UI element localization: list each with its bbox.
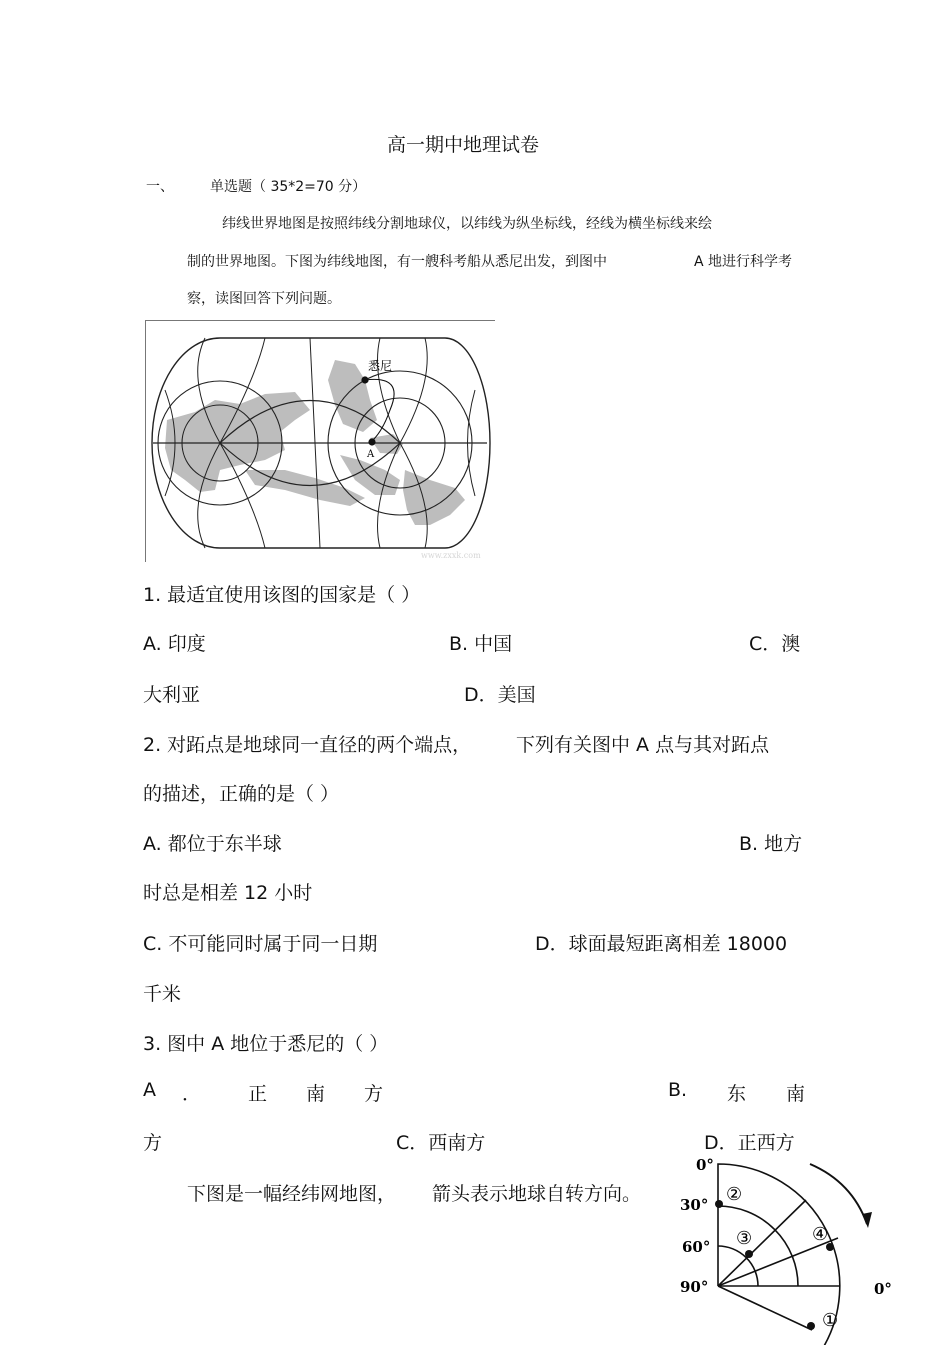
question-1-option-b: B. 中国 <box>449 633 513 655</box>
lat-label-90: 90° <box>680 1278 709 1296</box>
question-2-stem-b: 下列有关图中 A 点与其对跖点 <box>516 734 770 756</box>
question-3-option-a-char3: 方 <box>364 1083 384 1105</box>
question-2-option-d: D．球面最短距离相差 18000 <box>535 933 788 955</box>
question-3-option-a-char1: 正 <box>248 1083 268 1105</box>
question-3-option-d: D．正西方 <box>704 1132 795 1154</box>
question-2-option-a: A. 都位于东半球 <box>143 833 282 855</box>
question-3-option-a-dot: ． <box>182 1083 202 1105</box>
question-3-option-c: C．西南方 <box>396 1132 486 1154</box>
polar-graticule-map <box>672 1152 912 1345</box>
question-2-stem-c: 的描述，正确的是（ ） <box>143 783 340 805</box>
question-1-option-d: D．美国 <box>464 684 536 706</box>
lon-label-0: 0° <box>874 1280 892 1298</box>
sydney-label: 悉尼 <box>368 359 393 373</box>
question-3-stem: 3. 图中 A 地位于悉尼的（ ） <box>143 1033 389 1055</box>
question-3-option-a-char2: 南 <box>306 1083 326 1105</box>
question-1-stem: 1. 最适宜使用该图的国家是（ ） <box>143 584 421 606</box>
page-title: 高一期中地理试卷 <box>387 134 540 156</box>
question-2-option-b: B. 地方 <box>739 833 803 855</box>
lat-label-0: 0° <box>696 1156 714 1174</box>
question-2-option-b-cont: 时总是相差 12 小时 <box>143 882 313 904</box>
intro-line-2a: 制的世界地图。下图为纬线地图，有一艘科考船从悉尼出发，到图中 <box>187 254 607 270</box>
question-3-option-b-char2: 南 <box>786 1083 806 1105</box>
question-2-stem-a: 2. 对跖点是地球同一直径的两个端点， <box>143 734 472 756</box>
question-1-option-c: C．澳 <box>749 633 801 655</box>
question-1-option-a: A. 印度 <box>143 633 206 655</box>
question-1-option-c-cont: 大利亚 <box>143 684 201 706</box>
point-3-label: ③ <box>736 1228 753 1249</box>
section-number: 一、 <box>146 179 174 195</box>
point-4-label: ④ <box>812 1224 829 1245</box>
lat-label-60: 60° <box>682 1238 711 1256</box>
question-3-option-b-char1: 东 <box>727 1083 747 1105</box>
intro-2-a: 下图是一幅经纬网地图， <box>187 1183 397 1205</box>
question-3-option-b-letter: B. <box>668 1079 688 1101</box>
question-2-option-c: C. 不可能同时属于同一日期 <box>143 933 378 955</box>
intro-2-b: 箭头表示地球自转方向。 <box>432 1183 642 1205</box>
point-a-label: A <box>367 449 375 460</box>
point-1-label: ① <box>822 1310 839 1331</box>
intro-line-3: 察，读图回答下列问题。 <box>187 291 341 307</box>
latitude-world-map <box>145 320 495 562</box>
intro-line-2b: A 地进行科学考 <box>694 254 793 270</box>
question-3-option-b-cont: 方 <box>143 1132 163 1154</box>
lat-label-30: 30° <box>680 1196 709 1214</box>
intro-line-1: 纬线世界地图是按照纬线分割地球仪，以纬线为纵坐标线，经线为横坐标线来绘 <box>222 216 712 232</box>
watermark: www.zxxk.com <box>421 551 481 560</box>
section-heading: 单选题（ 35*2=70 分） <box>210 179 367 195</box>
question-2-option-d-cont: 千米 <box>143 983 182 1005</box>
question-3-option-a-letter: A <box>143 1079 156 1101</box>
point-2-label: ② <box>726 1184 743 1205</box>
